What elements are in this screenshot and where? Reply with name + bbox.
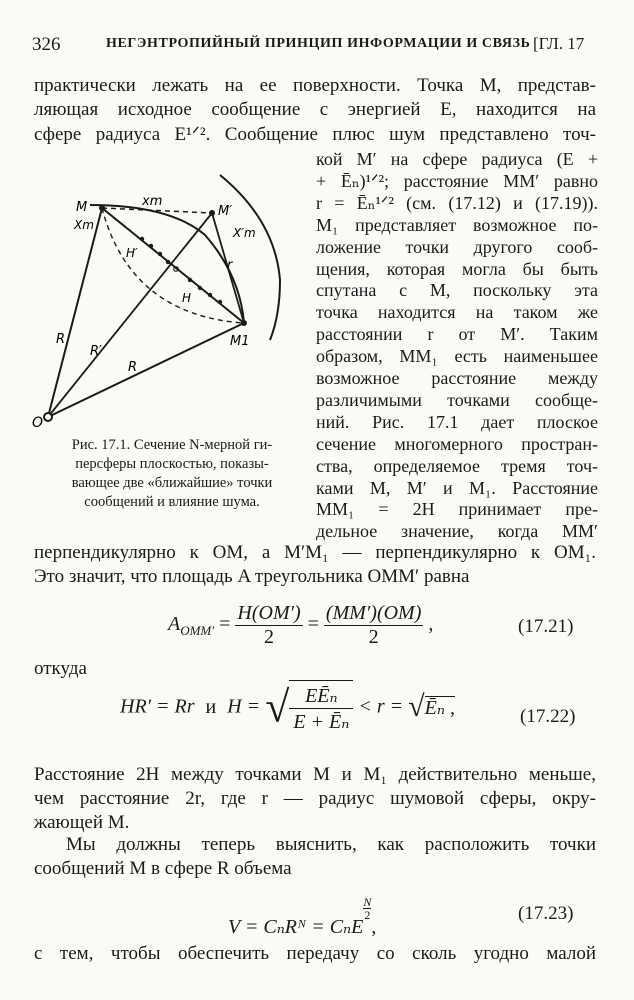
text-line: Мы должны теперь выяснить, как расположить точки — [66, 834, 596, 855]
label-H: H — [182, 291, 192, 305]
label-xm: xm — [142, 194, 163, 209]
line-OM1 — [48, 323, 244, 417]
eq22-part3: < r = — [358, 695, 404, 718]
eq23-exp-num: N — [363, 895, 372, 909]
text-line: точка находится на таком же — [316, 302, 598, 323]
text-line: чем расстояние 2r, где r — радиус шумовой сферы, окру- — [34, 788, 596, 809]
label-R-bottom: R — [128, 360, 138, 375]
text-line: Расстояние 2H между точками M и M₁ действительно меньше, — [34, 764, 596, 785]
text-line: жающей M. — [34, 812, 130, 833]
equation-17-22: HR′ = Rr и H = √ EĒₙ E + Ēₙ < r = √Ēₙ , — [120, 680, 455, 734]
text-line: ками M, M′ и M₁. Расстояние — [316, 477, 598, 498]
caption-line: Рис. 17.1. Сечение N-мерной ги- — [71, 437, 273, 453]
text-line: MM₁ = 2H принимает пре- — [316, 499, 598, 520]
equation-17-21: $A_{OMM'}$ = $\frac{H(OM')}{2}$ = $\frac{(MM')(OM)}{2}$ , — [168, 602, 434, 648]
caption-line: вающее две «ближайшие» точки — [71, 475, 273, 491]
text-line: ляющая исходное сообщение с энергией E, находится на — [34, 99, 596, 120]
page-number: 326 — [32, 34, 61, 55]
eq-den2: 2 — [368, 626, 379, 648]
eq23-comma: , — [371, 916, 377, 938]
text-line: дельное значение, когда MM′ — [316, 521, 598, 542]
point-Mprime — [209, 210, 215, 216]
text-line: r = Ēₙ¹ᐟ² (см. (17.12) и (17.19)). — [316, 192, 598, 213]
point-O — [44, 413, 52, 421]
text-line: перпендикулярно к OM, а M′M₁ — перпендикулярно к OM₁. — [34, 542, 596, 563]
label-O: O — [32, 415, 44, 431]
equation-number: (17.22) — [520, 706, 576, 727]
eq22-frac-den: E + Ēₙ — [293, 711, 350, 733]
eq-num2: (MM′)(OM) — [325, 602, 422, 624]
equation-number: (17.21) — [518, 616, 574, 637]
label-Xmprime: X′m — [233, 226, 256, 240]
label-R: R — [56, 332, 66, 347]
figure-caption — [36, 436, 308, 512]
text-line: различимыми точками сообще- — [316, 389, 598, 410]
eq22-part2: H = — [227, 695, 261, 718]
text-line: сфере радиуса E¹ᐟ². Сообщение плюс шум представлено точ- — [34, 124, 596, 145]
text-line: Это значит, что площадь A треугольника OMM′ равна — [34, 566, 470, 587]
line-OM — [48, 208, 102, 417]
running-title: НЕГЭНТРОПИЙНЫЙ ПРИНЦИП ИНФОРМАЦИИ И СВЯЗЬ — [106, 36, 531, 51]
text-line: M₁ представляет возможное по- — [316, 214, 598, 235]
point-M — [99, 205, 105, 211]
eq22-root2: Ēₙ , — [424, 696, 455, 719]
point-M1 — [241, 320, 247, 326]
eq23-text: V = CₙRᴺ = CₙE — [228, 916, 364, 938]
text-line: сообщений M в сфере R объема — [34, 858, 292, 879]
label-Rprime: R′ — [90, 344, 102, 359]
text-line: кой M′ на сфере радиуса (E + — [316, 149, 598, 169]
text-line: с тем, чтобы обеспечить передачу со сколь угодно малой — [34, 943, 596, 964]
text-line: щения, которая могла бы быть — [316, 258, 598, 279]
eq-lhs: A — [168, 613, 181, 636]
dotted-points — [140, 237, 222, 304]
text-line: расстоянии r от M′. Таким — [316, 324, 598, 345]
text-line: откуда — [34, 658, 87, 679]
eq-den1: 2 — [264, 626, 275, 648]
equation-number: (17.23) — [518, 903, 574, 924]
label-M: M — [76, 200, 88, 215]
line-MM1 — [102, 208, 244, 323]
label-M1: M1 — [230, 334, 250, 349]
chapter-marker: [ГЛ. 17 — [533, 34, 585, 53]
text-line: ложение точки другого сооб- — [316, 236, 598, 257]
hypersphere-figure — [30, 165, 315, 435]
text-line: сечение многомерного простран- — [316, 433, 598, 454]
text-line: ний. Рис. 17.1 дает плоское — [316, 411, 598, 432]
eq23-exp-den: 2 — [364, 908, 371, 922]
text-line: возможное расстояние между — [316, 368, 598, 388]
text-line: спутана с M, поскольку эта — [316, 280, 598, 301]
label-Xm: Xm — [74, 218, 94, 232]
caption-line: персферы плоскостью, показы- — [75, 456, 269, 472]
eq-lhs-sub: OMM′ — [180, 623, 215, 639]
text-line: практически лежать на ее поверхности. Точка M, представ- — [34, 75, 596, 96]
line-OMprime — [48, 213, 212, 417]
text-line: + Ēₙ)¹ᐟ²; расстояние MM′ равно — [316, 170, 598, 191]
caption-line: сообщений и влияние шума. — [84, 494, 260, 510]
eq22-part1: HR′ = Rr — [120, 695, 195, 718]
text-line: ства, определяемое тремя точ- — [316, 455, 598, 476]
text-line: образом, MM₁ есть наименьшее — [316, 346, 598, 367]
label-Mprime: M′ — [218, 204, 233, 219]
eq22-conj: и — [205, 695, 217, 718]
label-Hprime: H′ — [126, 246, 138, 260]
eq-num1: H(OM′) — [237, 602, 301, 624]
label-r: r — [227, 258, 233, 273]
equation-17-23 — [228, 896, 376, 939]
eq22-frac-num: EĒₙ — [289, 683, 353, 709]
